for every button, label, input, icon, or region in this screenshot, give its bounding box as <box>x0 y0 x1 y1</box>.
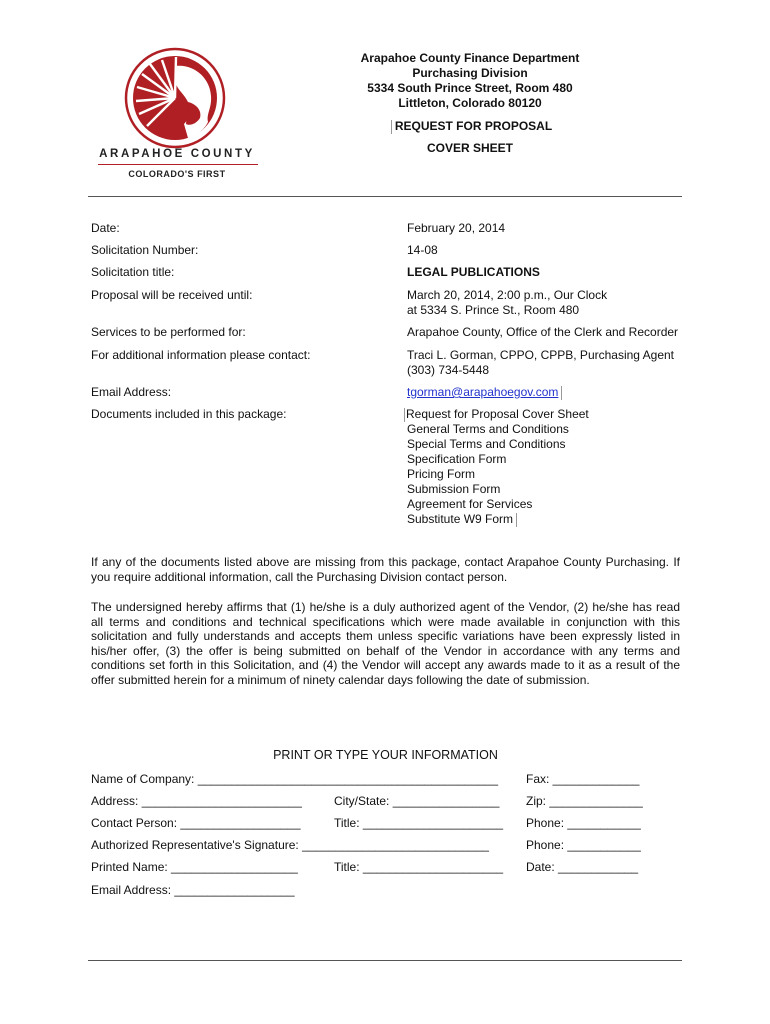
company-name-field[interactable]: Name of Company: _____________________________________________ <box>91 772 499 786</box>
proposal-deadline-line-2: at 5334 S. Prince St., Room 480 <box>407 303 580 317</box>
header-city: Littleton, Colorado 80120 <box>398 96 542 110</box>
document-item: Submission Form <box>407 482 501 496</box>
header-divider <box>88 196 682 197</box>
field-marker <box>561 386 562 400</box>
email-row <box>407 385 697 400</box>
page-title-text: REQUEST FOR PROPOSAL <box>394 119 553 133</box>
contact-name: Traci L. Gorman, CPPO, CPPB, Purchasing Agent <box>407 348 674 362</box>
fax-field[interactable]: Fax: _____________ <box>526 772 640 786</box>
page-subtitle: COVER SHEET <box>426 141 513 155</box>
printed-name-field[interactable]: Printed Name: ___________________ <box>91 860 298 874</box>
header-street: 5334 South Prince Street, Room 480 <box>367 81 573 95</box>
logo-county-name: ARAPAHOE COUNTY <box>99 148 255 160</box>
arapahoe-county-logo-icon <box>92 44 264 184</box>
email-address-field[interactable]: Email Address: __________________ <box>91 883 295 897</box>
printed-title-field[interactable]: Title: _____________________ <box>334 860 504 874</box>
field-marker <box>391 120 392 134</box>
solicitation-number-value: 14-08 <box>407 243 438 257</box>
field-marker <box>516 513 517 527</box>
city-state-field[interactable]: City/State: ________________ <box>334 794 500 808</box>
document-item: Special Terms and Conditions <box>407 437 566 451</box>
logo-tagline: COLORADO'S FIRST <box>128 169 226 179</box>
title-field[interactable]: Title: _____________________ <box>334 816 504 830</box>
address-field[interactable]: Address: ________________________ <box>91 794 302 808</box>
form-heading: PRINT OR TYPE YOUR INFORMATION <box>273 748 498 762</box>
missing-documents-paragraph: If any of the documents listed above are missing from this package, contact Arapahoe County Purchasing. If you require additional information, call the Purchasing Division contact person. <box>91 555 680 584</box>
proposal-deadline-line-1: March 20, 2014, 2:00 p.m., Our Clock <box>407 288 608 302</box>
document-item <box>407 407 697 422</box>
proposal-deadline-label: Proposal will be received until: <box>91 288 253 302</box>
contact-phone: (303) 734-5448 <box>407 363 490 377</box>
document-item-text: Request for Proposal Cover Sheet <box>406 407 589 421</box>
footer-divider <box>88 960 682 961</box>
date-field[interactable]: Date: ____________ <box>526 860 639 874</box>
zip-field[interactable]: Zip: ______________ <box>526 794 643 808</box>
header-department: Arapahoe County Finance Department <box>360 51 580 65</box>
documents-label: Documents included in this package: <box>91 407 287 421</box>
contact-person-field[interactable]: Contact Person: __________________ <box>91 816 301 830</box>
services-value: Arapahoe County, Office of the Clerk and Recorder <box>407 325 679 339</box>
solicitation-title-value: LEGAL PUBLICATIONS <box>407 265 540 279</box>
field-marker <box>404 408 405 422</box>
email-link[interactable]: tgorman@arapahoegov.com <box>407 385 559 399</box>
services-label: Services to be performed for: <box>91 325 246 339</box>
page-title <box>330 119 610 134</box>
document-item: Pricing Form <box>407 467 476 481</box>
header-division: Purchasing Division <box>412 66 528 80</box>
affirmation-paragraph: The undersigned hereby affirms that (1) he/she is a duly authorized agent of the Vendor, (2) he/she has read all terms and conditions and technical specifications which were made available in conjunction with this solicitation and fully understands and accepts them unless specific variations have been expressly listed in his/her offer, (3) the offer is being submitted on behalf of the Vendor in accordance with any terms and conditions set forth in this Solicitation, and (4) the Vendor will accept any awards made to it as a result of the offer submitted herein for a minimum of ninety calendar days following the date of submission. <box>91 600 680 687</box>
document-item <box>407 512 697 527</box>
logo-divider <box>98 164 258 165</box>
signature-field[interactable]: Authorized Representative's Signature: ____________________________ <box>91 838 489 852</box>
phone-field[interactable]: Phone: ___________ <box>526 816 641 830</box>
document-item: Agreement for Services <box>407 497 533 511</box>
date-value: February 20, 2014 <box>407 221 506 235</box>
solicitation-number-label: Solicitation Number: <box>91 243 199 257</box>
document-item: General Terms and Conditions <box>407 422 569 436</box>
documents-list <box>407 407 697 527</box>
solicitation-title-label: Solicitation title: <box>91 265 175 279</box>
contact-label: For additional information please contact: <box>91 348 311 362</box>
date-label: Date: <box>91 221 120 235</box>
document-item: Specification Form <box>407 452 507 466</box>
document-item-text: Substitute W9 Form <box>407 512 514 526</box>
email-label: Email Address: <box>91 385 172 399</box>
signature-phone-field[interactable]: Phone: ___________ <box>526 838 641 852</box>
